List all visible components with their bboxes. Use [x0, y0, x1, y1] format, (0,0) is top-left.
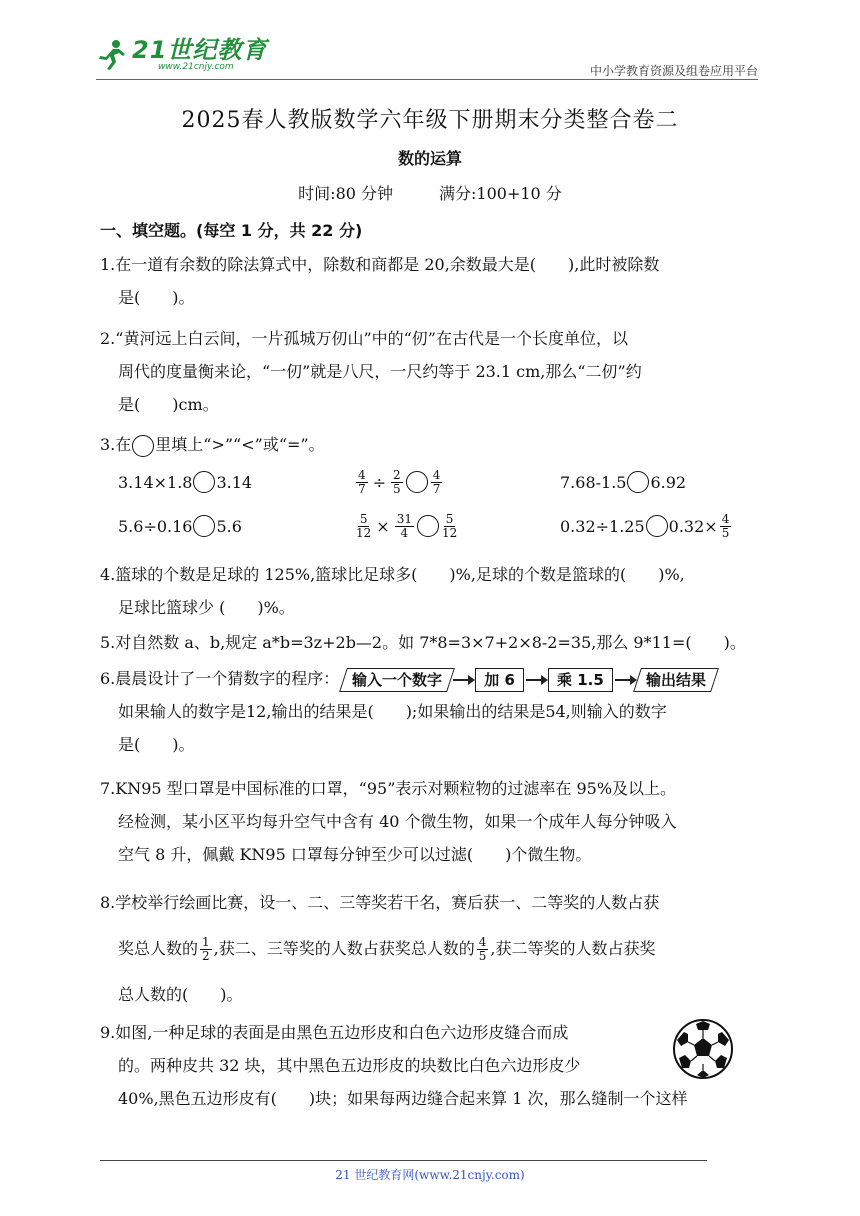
expr-right: 0.32× [668, 516, 718, 536]
flow-add-box: 加 6 [475, 668, 524, 692]
answer-circle[interactable] [193, 515, 215, 537]
question-line: 9.如图,一种足球的表面是由黑色五边形皮和白色六边形皮缝合而成 [100, 1023, 569, 1042]
question-line: 5.对自然数 a、b,规定 a*b=3z+2b—2。如 7*8=3×7+2×8-2=35,那么 9*11=( )。 [100, 633, 746, 652]
question-line: 4.篮球的个数是足球的 125%,篮球比足球多( )%,足球的个数是篮球的( )%, [100, 565, 685, 584]
expr-left: 0.32÷1.25 [560, 516, 645, 536]
question-8 [100, 880, 770, 1018]
runner-logo-icon [96, 39, 126, 71]
question-4 [100, 558, 770, 624]
question-line: 40%,黑色五边形皮有( )块；如果每两边缝合起来算 1 次，那么缝制一个这样 [118, 1089, 688, 1108]
exam-time: 时间:80 分钟 [298, 184, 394, 203]
fraction: $\frac{2}{5}$ [393, 467, 401, 496]
page-subtitle: 数的运算 [397, 149, 462, 168]
question-line: 的。两种皮共 32 块，其中黑色五边形皮的块数比白色六边形皮少 [118, 1056, 581, 1075]
question-line: 是( )cm。 [118, 395, 219, 414]
flow-output-box: 输出结果 [633, 668, 719, 692]
fraction: $\frac{31}{4}$ [396, 511, 412, 540]
operator: ÷ [372, 472, 387, 492]
program-flowchart [343, 668, 715, 692]
flow-input-box: 输入一个数字 [339, 668, 455, 692]
flow-multiply-box: 乘 1.5 [548, 668, 613, 692]
question-line: 如果输人的数字是12,输出的结果是( );如果输出的结果是54,则输入的数字 [118, 702, 667, 721]
answer-circle[interactable] [406, 471, 428, 493]
soccer-ball-image [672, 1018, 734, 1080]
expr-left: 3.14×1.8 [118, 472, 193, 492]
answer-circle[interactable] [627, 471, 649, 493]
question-3 [100, 428, 770, 461]
answer-circle[interactable] [132, 435, 154, 457]
compare-expr [118, 462, 252, 502]
arrow-right-icon [526, 679, 546, 681]
question-2 [100, 322, 770, 421]
q3-suffix: 里填上“>”“<”或“=”。 [155, 435, 325, 454]
question-7 [100, 772, 770, 871]
question-5 [100, 626, 770, 659]
page-header [0, 0, 860, 82]
question-line: 1.在一道有余数的除法算式中，除数和商都是 20,余数最大是( ),此时被除数 [100, 255, 660, 274]
operator: × [376, 516, 390, 536]
expr-right: 3.14 [216, 472, 253, 492]
fraction: $\frac{4}{7}$ [432, 467, 441, 496]
fraction: $\frac{5}{12}$ [441, 511, 458, 540]
expr-left: 5.6÷0.16 [118, 516, 193, 536]
question-6 [100, 662, 770, 761]
question-9 [100, 1016, 770, 1115]
question-line [100, 428, 770, 461]
compare-expr [560, 462, 686, 502]
q3-prefix: 3.在 [100, 435, 132, 454]
question-line: 周代的度量衡来论，“一仞”就是八尺，一尺约等于 23.1 cm,那么“二仞”约 [118, 362, 642, 381]
fraction: $\frac{1}{2}$ [202, 935, 210, 963]
section-heading: 一、填空题。(每空 1 分，共 22 分) [100, 221, 363, 240]
question-line: 奖总人数的 $\frac{1}{2}$ ,获二、三等奖的人数占获奖总人数的 $\frac{4}{5}$ ,获二等奖的人数占获奖 [118, 935, 656, 963]
compare-expr [118, 506, 242, 546]
fraction: $\frac{4}{5}$ [478, 935, 487, 963]
fraction: $\frac{5}{12}$ [356, 511, 372, 540]
question-1 [100, 248, 770, 314]
question-line: 是( )。 [118, 735, 195, 754]
fraction: $\frac{4}{5}$ [721, 511, 730, 540]
logo-wordmark: 21世纪教育 [132, 36, 268, 64]
platform-name: 中小学教育资源及组卷应用平台 [589, 64, 758, 78]
question-line [100, 662, 770, 695]
question-line: 总人数的( )。 [118, 985, 243, 1004]
fraction: $\frac{4}{7}$ [358, 467, 366, 496]
page-footer[interactable]: 21 世纪教育网(www.21cnjy.com) [335, 1168, 525, 1182]
arrow-right-icon [615, 679, 635, 681]
question-line: 2.“黄河远上白云间，一片孤城万仞山”中的“仞”在古代是一个长度单位，以 [100, 329, 628, 348]
compare-row-2 [118, 506, 778, 546]
q6-prefix: 6.晨晨设计了一个猜数字的程序： [100, 669, 340, 688]
question-line: 7.KN95 型口罩是中国标准的口罩，“95”表示对颗粒物的过滤率在 95%及以上。 [100, 779, 677, 798]
expr-right: 5.6 [216, 516, 242, 536]
arrow-right-icon [453, 679, 473, 681]
answer-circle[interactable] [193, 471, 215, 493]
expr-right: 6.92 [650, 472, 687, 492]
compare-expr [354, 462, 444, 502]
question-line: 8.学校举行绘画比赛，设一、二、三等奖若干名，赛后获一、二等奖的人数占获 [100, 893, 660, 912]
expr-left: 7.68-1.5 [560, 472, 627, 492]
exam-score: 满分:100+10 分 [439, 184, 562, 203]
footer-divider [100, 1160, 707, 1161]
compare-expr [560, 506, 733, 546]
header-divider [96, 79, 758, 80]
compare-expr [354, 506, 459, 546]
logo-url: www.21cnjy.com [158, 62, 234, 72]
exam-meta [0, 181, 860, 204]
question-line: 空气 8 升，佩戴 KN95 口罩每分钟至少可以过滤( )个微生物。 [118, 845, 592, 864]
question-line: 经检测，某小区平均每升空气中含有 40 个微生物，如果一个成年人每分钟吸入 [118, 812, 677, 831]
question-line: 是( )。 [118, 288, 195, 307]
answer-circle[interactable] [417, 515, 439, 537]
site-logo[interactable] [96, 38, 267, 72]
question-line: 足球比篮球少 ( )%。 [118, 598, 295, 617]
answer-circle[interactable] [646, 515, 668, 537]
compare-row-1 [118, 462, 778, 502]
page-title: 2025春人教版数学六年级下册期末分类整合卷二 [181, 108, 679, 133]
